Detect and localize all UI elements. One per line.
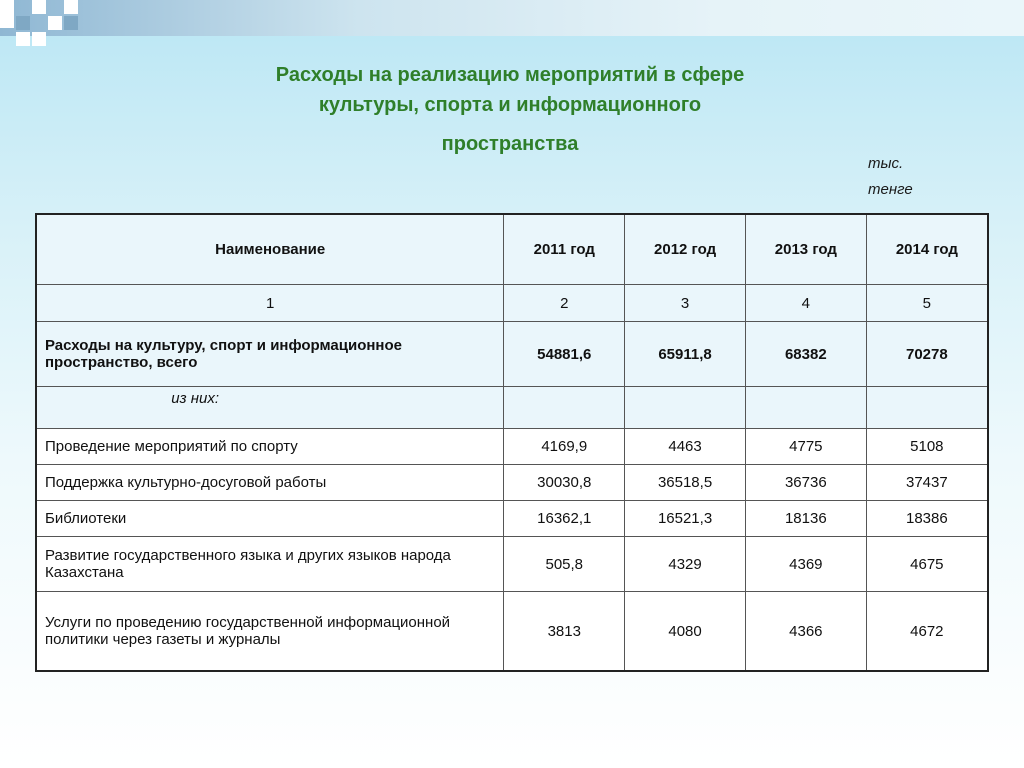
decorative-square: [0, 0, 14, 28]
table-row: [36, 501, 988, 537]
row-label: Поддержка культурно-досуговой работы: [36, 465, 504, 501]
table-row: [36, 429, 988, 465]
decorative-top-bar: [0, 0, 1024, 36]
row-value: 18386: [866, 501, 988, 537]
row-value: 30030,8: [504, 465, 625, 501]
decorative-square: [16, 16, 30, 30]
title-line-3: пространства: [441, 133, 579, 155]
page-title: [160, 60, 860, 159]
column-number-cell: 1: [36, 285, 504, 322]
title-line-2: культуры, спорта и информационного: [318, 94, 702, 116]
row-value: 505,8: [504, 537, 625, 592]
total-label: Расходы на культуру, спорт и информационное пространство, всего: [36, 322, 504, 387]
row-value: 4329: [625, 537, 746, 592]
row-value: 4463: [625, 429, 746, 465]
decorative-square: [48, 16, 62, 30]
row-value: 18136: [745, 501, 866, 537]
row-label: Проведение мероприятий по спорту: [36, 429, 504, 465]
header-cell: 2012 год: [625, 214, 746, 285]
empty-cell: [625, 387, 746, 429]
row-value: 36518,5: [625, 465, 746, 501]
total-value: 65911,8: [625, 322, 746, 387]
row-value: 4672: [866, 592, 988, 672]
row-value: 4080: [625, 592, 746, 672]
unit-label: [868, 151, 988, 203]
header-row: [36, 214, 988, 285]
row-value: 4675: [866, 537, 988, 592]
row-value: 4775: [745, 429, 866, 465]
subheader-label: из них:: [36, 387, 504, 429]
row-label: Развитие государственного языка и других языков народа Казахстана: [36, 537, 504, 592]
decorative-square: [16, 32, 30, 46]
column-number-cell: 4: [745, 285, 866, 322]
row-value: 4369: [745, 537, 866, 592]
row-value: 16362,1: [504, 501, 625, 537]
row-value: 3813: [504, 592, 625, 672]
table-row: [36, 592, 988, 672]
column-number-cell: 3: [625, 285, 746, 322]
column-number-cell: 5: [866, 285, 988, 322]
decorative-square: [64, 0, 78, 14]
table-row: [36, 465, 988, 501]
total-value: 70278: [866, 322, 988, 387]
header-cell: 2013 год: [745, 214, 866, 285]
column-number-row: [36, 285, 988, 322]
empty-cell: [504, 387, 625, 429]
empty-cell: [745, 387, 866, 429]
title-line-1: Расходы на реализацию мероприятий в сфере: [275, 64, 745, 86]
row-value: 16521,3: [625, 501, 746, 537]
table-row: [36, 537, 988, 592]
header-cell: 2011 год: [504, 214, 625, 285]
column-number-cell: 2: [504, 285, 625, 322]
row-value: 4366: [745, 592, 866, 672]
unit-line-1: тыс.: [868, 155, 904, 172]
row-label: Услуги по проведению государственной информационной политики через газеты и журналы: [36, 592, 504, 672]
row-value: 4169,9: [504, 429, 625, 465]
row-value: 37437: [866, 465, 988, 501]
empty-cell: [866, 387, 988, 429]
total-value: 54881,6: [504, 322, 625, 387]
subheader-row: [36, 387, 988, 429]
header-cell: Наименование: [36, 214, 504, 285]
decorative-square: [32, 32, 46, 46]
decorative-square: [32, 0, 46, 14]
decorative-square: [64, 16, 78, 30]
row-value: 5108: [866, 429, 988, 465]
total-value: 68382: [745, 322, 866, 387]
header-cell: 2014 год: [866, 214, 988, 285]
expenses-table: [35, 213, 989, 672]
row-value: 36736: [745, 465, 866, 501]
unit-line-2: тенге: [868, 181, 913, 198]
total-row: [36, 322, 988, 387]
row-label: Библиотеки: [36, 501, 504, 537]
